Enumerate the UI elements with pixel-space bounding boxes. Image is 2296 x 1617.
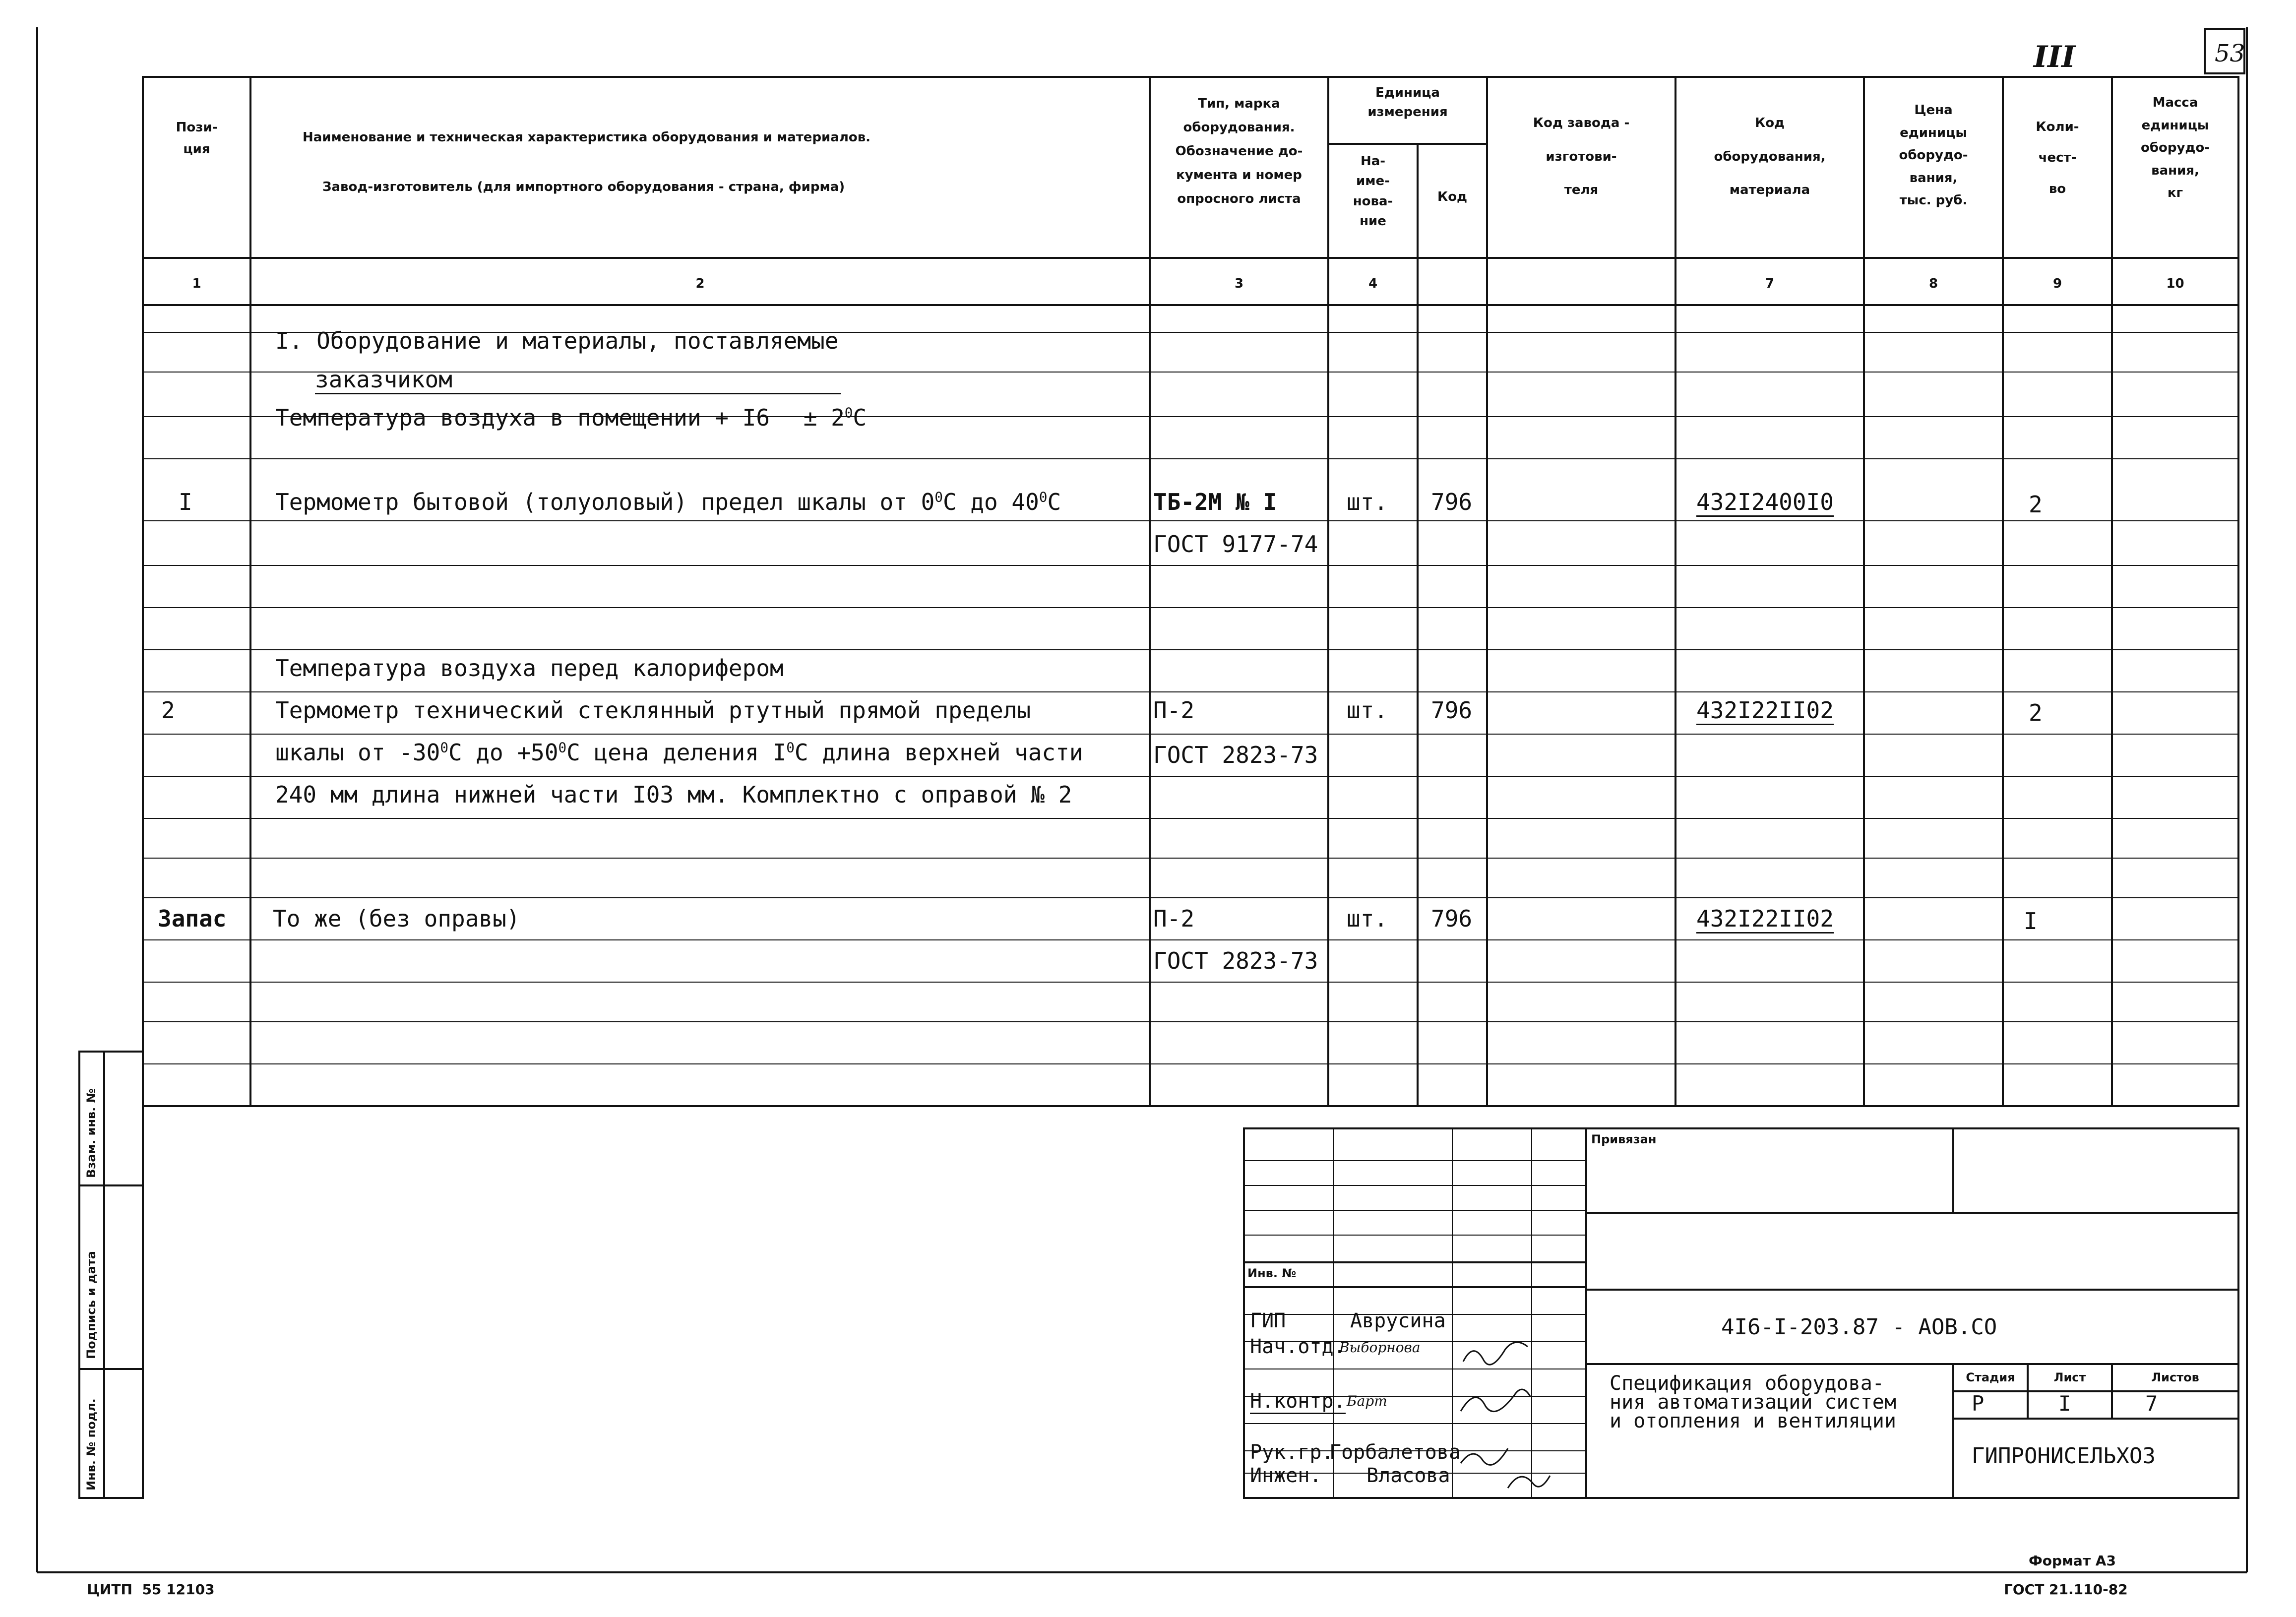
col-number: 4 <box>1368 276 1378 291</box>
group-heading-text: Температура воздуха в помещении + I6 <box>275 404 770 431</box>
item-standard: ГОСТ 2823-73 <box>1153 947 1318 974</box>
item-name: Термометр бытовой (толуоловый) предел шкалы от $0^0C$ до $40^0C$ <box>275 489 1061 515</box>
section-title: I. Оборудование и материалы, поставляемые <box>275 327 839 354</box>
label-vzam-inv: Взам. инв. № <box>84 1088 98 1178</box>
role-gip: ГИП <box>1250 1309 1286 1332</box>
item-type: ТБ-2М № I <box>1153 489 1277 515</box>
document-code: 4I6-I-203.87 - АОВ.СО <box>1721 1314 1997 1340</box>
label-podpis-data: Подпись и дата <box>84 1251 98 1359</box>
item-name: То же (без оправы) <box>273 905 520 932</box>
col-number: 9 <box>2052 276 2062 291</box>
sheet-label: Лист <box>2053 1370 2086 1384</box>
stage-label: Стадия <box>1966 1370 2015 1384</box>
sheet-value: I <box>2058 1391 2071 1416</box>
inv-no-label: Инв. № <box>1247 1266 1297 1280</box>
col-header-unit-group: Единица измерения <box>1367 85 1448 120</box>
name-nach-otd: Выборнова <box>1339 1339 1421 1356</box>
item-position: I <box>179 489 192 515</box>
name-gip: Аврусина <box>1350 1309 1446 1332</box>
col-header-name-line2: Завод-изготовитель (для импортного оборудования - страна, фирма) <box>322 180 845 194</box>
item-code: 432I22II02 <box>1696 697 1834 725</box>
section-title-cont: заказчиком <box>315 366 841 394</box>
roman-mark: III <box>2034 40 2076 74</box>
col-number: 7 <box>1765 276 1775 291</box>
item-name-line3: 240 мм длина нижней части I03 мм. Комплектно с оправой № 2 <box>275 781 1072 808</box>
stage-value: Р <box>1972 1391 1985 1416</box>
footer-gost: ГОСТ 21.110-82 <box>2004 1581 2128 1598</box>
format-label: Формат А3 <box>2029 1553 2116 1569</box>
item-unit-code: 796 <box>1431 905 1473 932</box>
item-name-line2: шкалы от $-30^0C$ до $+50^0C$ цена деления $I^0C$ длина верхней части <box>275 739 1083 766</box>
item-position: Запас <box>158 905 227 932</box>
item-unit: шт. <box>1347 697 1388 724</box>
col-header-unit-code: Код <box>1437 189 1468 204</box>
col-number: 3 <box>1234 276 1244 291</box>
item-quantity: I <box>2024 908 2038 934</box>
col-header-mass: Масса единицы оборудо- вания, кг <box>2140 95 2210 200</box>
privyazan-label: Привязан <box>1591 1132 1657 1146</box>
document-title: Спецификация оборудова- ния автоматизаций систем и отопления и вентиляции <box>1610 1372 1896 1432</box>
item-unit-code: 796 <box>1431 697 1473 724</box>
item-quantity: 2 <box>2029 699 2043 726</box>
signature-marks <box>1461 1342 1550 1488</box>
col-header-equipment-code: Код оборудования, материала <box>1714 116 1826 198</box>
role-n-kontr: Н.контр. <box>1250 1390 1346 1414</box>
role-inzhen: Инжен. <box>1250 1464 1322 1487</box>
item-type: П-2 <box>1153 905 1195 932</box>
page-mark: 53 <box>2215 40 2245 67</box>
col-header-position: Пози- ция <box>176 120 218 157</box>
group-heading: Температура воздуха перед калорифером <box>275 655 784 682</box>
item-standard: ГОСТ 9177-74 <box>1153 531 1318 558</box>
item-unit-code: 796 <box>1431 489 1473 515</box>
col-number: 2 <box>695 276 705 291</box>
item-code: 432I2400I0 <box>1696 489 1834 517</box>
col-header-quantity: Коли- чест- во <box>2036 120 2079 196</box>
role-ruk-gr: Рук.гр. <box>1250 1441 1334 1464</box>
col-header-unit-name: На- име- нова- ние <box>1353 154 1393 229</box>
role-nach-otd: Нач.отд. <box>1250 1335 1346 1358</box>
col-number: 1 <box>192 276 201 291</box>
name-ruk-gr: Горбалетова <box>1329 1441 1461 1464</box>
item-unit: шт. <box>1347 905 1388 932</box>
col-header-price: Цена единицы оборудо- вания, тыс. руб. <box>1899 103 1968 208</box>
item-code: 432I22II02 <box>1696 905 1834 933</box>
item-position: 2 <box>161 697 175 724</box>
col-header-type: Тип, марка оборудования. Обозначение до- кумента и номер опросного листа <box>1175 96 1303 207</box>
item-quantity: 2 <box>2029 491 2043 518</box>
name-inzhen: Власова <box>1366 1464 1450 1487</box>
sheets-label: Листов <box>2151 1370 2199 1384</box>
col-number: 8 <box>1928 276 1938 291</box>
group-heading: Температура воздуха в помещении + $I6 \pm 2^0C$ <box>275 404 867 431</box>
footer-left: ЦИТП 55 12103 <box>87 1581 215 1598</box>
item-name-line1: Термометр технический стеклянный ртутный прямой пределы <box>275 697 1031 724</box>
name-n-kontr: Барт <box>1347 1393 1387 1409</box>
col-number: 10 <box>2166 276 2184 291</box>
label-inv-podl: Инв. № подл. <box>84 1398 98 1491</box>
item-standard: ГОСТ 2823-73 <box>1153 742 1318 768</box>
item-type: П-2 <box>1153 697 1195 724</box>
sheets-value: 7 <box>2145 1391 2158 1416</box>
organization: ГИПРОНИСЕЛЬХОЗ <box>1972 1443 2156 1469</box>
tolerance: ± 2 <box>803 404 845 431</box>
col-header-factory-code: Код завода - изготови- теля <box>1533 116 1630 198</box>
col-header-name-line1: Наименование и техническая характеристика оборудования и материалов. <box>303 130 871 145</box>
item-unit: шт. <box>1347 489 1388 515</box>
